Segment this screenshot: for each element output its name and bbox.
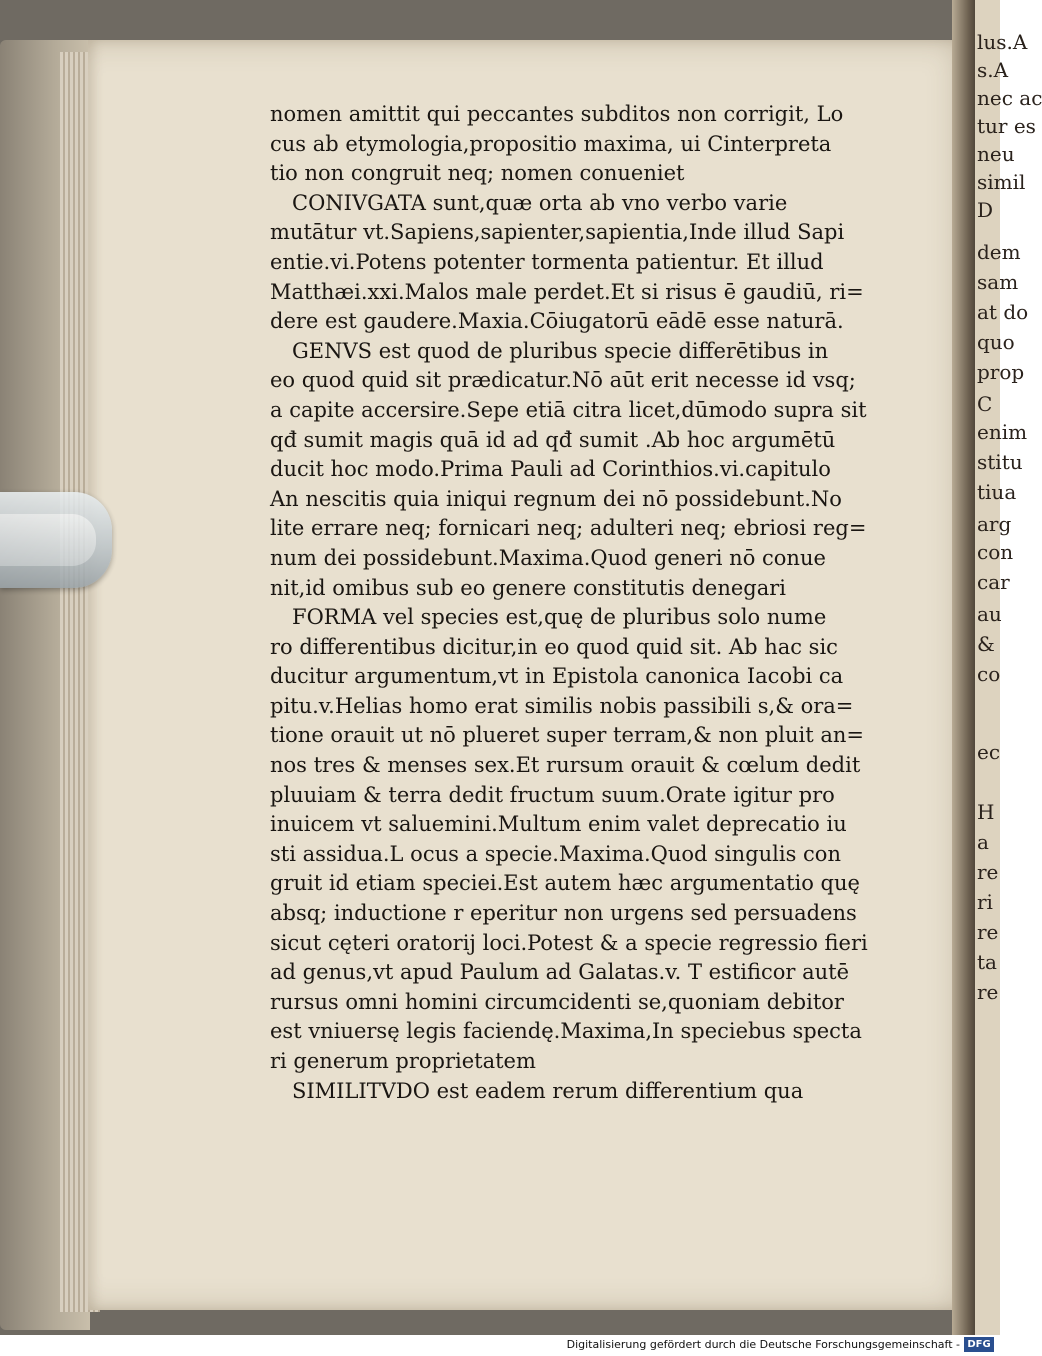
facing-page-line: arg	[977, 512, 1012, 536]
facing-page-line: simil	[977, 170, 1026, 194]
text-line: dere est gaudere.Maxia.Cōiugatorū eādē esse naturā.	[270, 309, 844, 334]
facing-page-line: tur es	[977, 114, 1036, 138]
footer-bar	[0, 1335, 1000, 1356]
text-line: SIMILITVDO est eadem rerum differentium qua	[292, 1078, 804, 1103]
text-line: lite errare neq; fornicari neq; adulteri neq; ebriosi reg=	[270, 516, 867, 541]
footer-credit: Digitalisierung gefördert durch die Deutsche Forschungsgemeinschaft -	[566, 1338, 960, 1351]
facing-page-line: &	[977, 632, 995, 656]
text-line: num dei possidebunt.Maxima.Quod generi nō conue	[270, 545, 826, 570]
page-clip-highlight	[0, 514, 96, 566]
printed-text	[270, 100, 910, 1106]
dfg-logo: DFG	[964, 1337, 994, 1352]
facing-page-line: lus.A	[977, 30, 1028, 54]
facing-page-line: at do	[977, 300, 1029, 324]
text-line: rursus omni homini circumcidenti se,quoniam debitor	[270, 989, 844, 1014]
facing-page	[975, 0, 1042, 1335]
facing-page-line: ri	[977, 890, 993, 914]
facing-page-line: C	[977, 392, 993, 416]
facing-page-line: s.A	[977, 58, 1009, 82]
text-line: est vniuersę legis faciendę.Maxima,In speciebus specta	[270, 1019, 862, 1044]
facing-page-line: D	[977, 198, 994, 222]
text-line: nos tres & menses sex.Et rursum orauit & cœlum dedit	[270, 753, 861, 778]
text-line: a capite accersire.Sepe etiā citra licet,dūmodo supra sit	[270, 397, 867, 422]
text-line: cus ab etymologia,propositio maxima, ui Cinterpreta	[270, 131, 832, 156]
text-line: mutātur vt.Sapiens,sapienter,sapientia,Inde illud Sapi	[270, 220, 845, 245]
text-line: entie.vi.Potens potenter tormenta patientur. Et illud	[270, 249, 824, 274]
facing-page-line: re	[977, 920, 999, 944]
facing-page-line: ec	[977, 740, 1001, 764]
page-clip	[0, 492, 112, 588]
text-line: ri generum proprietatem	[270, 1049, 536, 1073]
text-line: nomen amittit qui peccantes subditos non corrigit, Lo	[270, 102, 844, 126]
facing-page-line: neu	[977, 142, 1015, 166]
text-line: sicut cęteri oratorij loci.Potest & a specie regressio fieri	[270, 930, 868, 955]
facing-page-line: co	[977, 662, 1001, 686]
text-line: gruit id etiam speciei.Est autem hæc argumentatio quę	[270, 871, 860, 896]
text-line: GENVS est quod de pluribus specie differētibus in	[292, 338, 829, 363]
text-line: tione orauit ut nō plueret super terram,& non pluit an=	[270, 723, 864, 748]
text-line: sti assidua.L ocus a specie.Maxima.Quod singulis con	[270, 841, 841, 866]
text-line: inuicem vt saluemini.Multum enim valet deprecatio iu	[270, 812, 847, 837]
facing-page-line: enim	[977, 420, 1028, 444]
facing-page-line: re	[977, 980, 999, 1004]
text-line: nit,id omibus sub eo genere constitutis denegari	[270, 575, 786, 600]
facing-page-line: au	[977, 602, 1002, 626]
facing-page-line: con	[977, 540, 1014, 564]
text-line: pitu.v.Helias homo erat similis nobis passibili s,& ora=	[270, 693, 854, 718]
text-line: ducitur argumentum,vt in Epistola canonica Iacobi ca	[270, 664, 844, 689]
facing-page-line: sam	[977, 270, 1019, 294]
text-line: CONIVGATA sunt,quæ orta ab vno verbo varie	[292, 190, 788, 215]
facing-page-line: stitu	[977, 450, 1023, 474]
text-line: ducit hoc modo.Prima Pauli ad Corinthios.vi.capitulo	[270, 457, 831, 482]
text-line: eo quod quid sit prædicatur.Nō aūt erit necesse id vsq;	[270, 368, 856, 393]
text-line: ad genus,vt apud Paulum ad Galatas.v. T estificor autē	[270, 960, 850, 985]
text-line: Matthæi.xxi.Malos male perdet.Et si risus ē gaudiū, ri=	[270, 279, 864, 304]
text-line: qđ sumit magis quā id ad qđ sumit .Ab hoc argumētū	[270, 427, 836, 452]
facing-page-line: re	[977, 860, 999, 884]
text-line: FORMA vel species est,quę de pluribus solo nume	[292, 605, 827, 630]
facing-page-line: tiua	[977, 480, 1017, 504]
text-line: ro differentibus dicitur,in eo quod quid sit. Ab hac sic	[270, 634, 838, 659]
facing-page-line: prop	[977, 360, 1025, 384]
facing-page-line: nec ac	[977, 86, 1042, 110]
text-line: An nescitis quia iniqui regnum dei nō possidebunt.No	[270, 486, 842, 511]
facing-page-line: quo	[977, 330, 1015, 354]
facing-page-line: car	[977, 570, 1010, 594]
facing-page-line: dem	[977, 240, 1021, 264]
text-line: tio non congruit neq; nomen conueniet	[270, 161, 685, 186]
facing-page-line: ta	[977, 950, 997, 974]
facing-page-line: a	[977, 830, 989, 854]
text-line: absq; inductione r eperitur non urgens sed persuadens	[270, 901, 857, 926]
text-line: pluuiam & terra dedit fructum suum.Orate igitur pro	[270, 782, 835, 807]
facing-page-line: H	[977, 800, 995, 824]
